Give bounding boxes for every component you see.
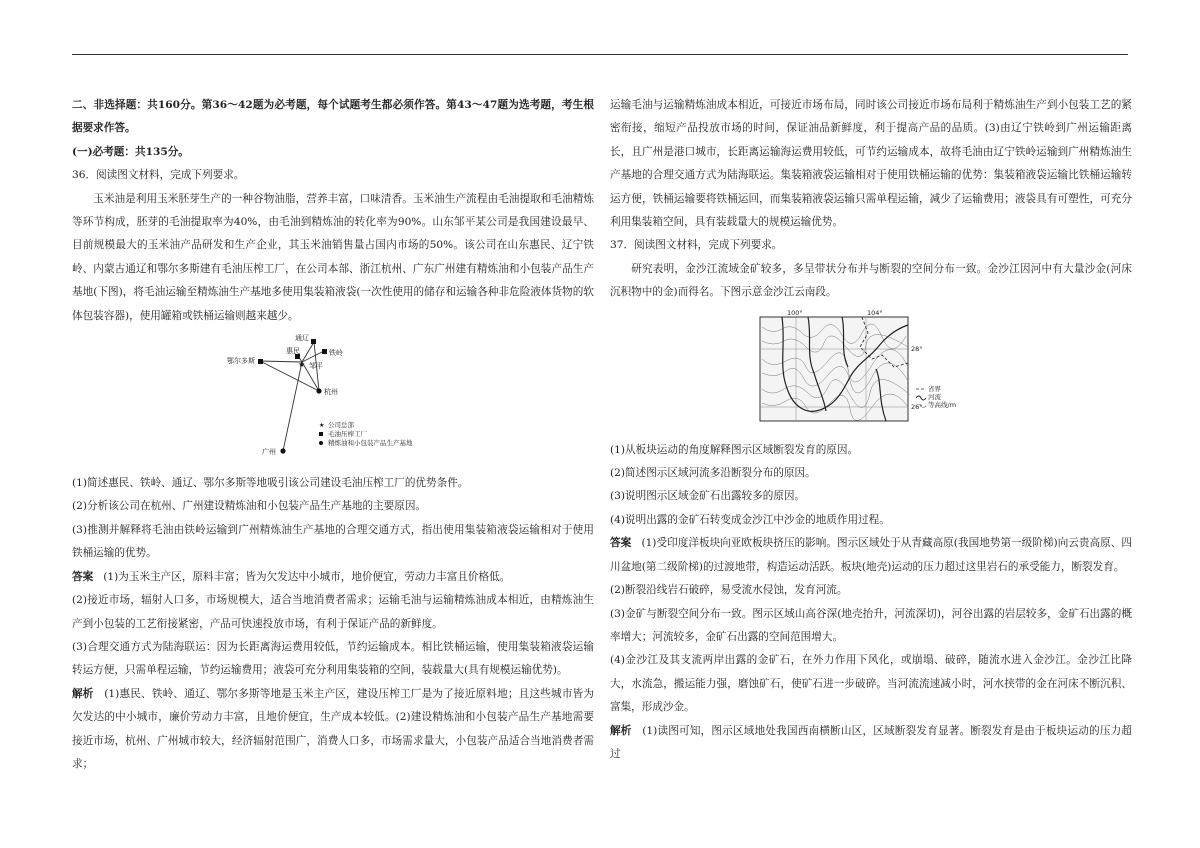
guangzhou-marker [280, 448, 285, 453]
q36-map-figure [72, 331, 594, 469]
label-guangzhou: 广州 [262, 448, 276, 457]
right-column [610, 94, 1132, 766]
zouping-star: ★ [298, 360, 306, 370]
q37-answer-2: (2)断裂沿线岩石破碎，易受流水侵蚀，发育河流。 [610, 584, 848, 597]
tieling-marker [322, 349, 327, 354]
label-28n: 28° [911, 344, 923, 353]
legend-press: 毛油压榨工厂 [328, 430, 367, 439]
label-tongliao: 通辽 [295, 334, 309, 343]
q36-answer-3: (3)合理交通方式为陆海联运：因为长距离海运费用较低，节约运输成本。相比铁桶运输，使用集装箱液袋运输转运方便，只需单程运输，节约运输费用；液袋可充分利用集装箱的空间，装载量大(具有规模运输优势)。 [72, 640, 594, 677]
label-104e: 104° [867, 308, 883, 317]
q36-answer-2: (2)接近市场，辐射人口多，市场规模大，适合当地消费者需求；运输毛油与运输精炼油成本相近，由精炼油生产到小包装的工艺衔接紧密，产品可快速投放市场，有利于保证产品的新鲜度。 [72, 594, 594, 630]
q37-answer-1: 答案 (1)受印度洋板块向亚欧板块挤压的影响。图示区域处于从青藏高原(我国地势第一级阶梯)向云贵高原、四川盆地(第二级阶梯)的过渡地带，构造运动活跃。板块(地壳)运动的压力超过这里岩石的承受能力，断裂发育。 [610, 537, 1133, 573]
legend-hq: 公司总部 [328, 421, 354, 430]
q37-analysis: 解析 (1)读图可知，图示区域地处我国西南横断山区，区域断裂发育显著。断裂发育是由于板块运动的压力超过 [610, 724, 1132, 760]
subsection-title: (一)必考题：共135分。 [72, 145, 189, 158]
legend-star-icon: ★ [319, 422, 325, 430]
label-hangzhou: 杭州 [324, 388, 338, 397]
left-column [72, 94, 594, 776]
analysis-label: 解析 [72, 687, 94, 700]
legend-circle-icon [319, 441, 323, 445]
answer-label-2: 答案 [610, 537, 632, 550]
legend-refine: 精炼油和小包装产品生产基地 [328, 439, 413, 448]
q36-answer-1: 答案 (1)为玉米主产区，原料丰富；皆为欠发达中小城市，地价便宜，劳动力丰富且价格低。 [72, 570, 511, 583]
q36-item-2: (2)分析该公司在杭州、广州建设精炼油和小包装产品生产基地的主要原因。 [72, 500, 427, 513]
legend-river-icon [916, 396, 926, 400]
q37-item-1: (1)从板块运动的角度解释图示区域断裂发育的原因。 [610, 443, 859, 456]
ordos-marker [258, 359, 263, 364]
q36-item-1: (1)简述惠民、铁岭、通辽、鄂尔多斯等地吸引该公司建设毛油压榨工厂的优势条件。 [72, 477, 469, 490]
legend-river: 河流 [928, 392, 941, 401]
company-location-map [72, 331, 594, 469]
jinsha-river-map [610, 307, 1132, 437]
header-rule [72, 54, 1128, 55]
answer-label: 答案 [72, 570, 94, 583]
legend-contour: 等高线/m [928, 400, 957, 409]
label-26n: 26° [911, 402, 923, 411]
q37-answer-3: (3)金矿与断裂空间分布一致。图示区域山高谷深(地壳抬升，河流深切)，河谷出露的岩层较多，金矿石出露的概率增大；河流较多，金矿石出露的空间范围增大。 [610, 607, 1132, 643]
legend-square-icon [319, 432, 323, 436]
q37-passage: 研究表明，金沙江流域金矿较多，多呈带状分布并与断裂的空间分布一致。金沙江因河中有大量沙金(河床沉积物中的金)而得名。下图示意金沙江云南段。 [610, 262, 1132, 299]
q36-item-3: (3)推测并解释将毛油由铁岭运输到广州精炼油生产基地的合理交通方式，指出使用集装箱液袋运输相对于使用铁桶运输的优势。 [72, 523, 594, 560]
label-zouping: 邹平 [309, 362, 323, 371]
q37-answer-4: (4)金沙江及其支流两岸出露的金矿石，在外力作用下风化，或崩塌、破碎，随流水进入金沙江。金沙江比降大，水流急，搬运能力强，磨蚀矿石，使矿石进一步破碎。当河流流速减小时，河水挟带的金在河床不断沉积、富集，形成沙金。 [610, 654, 1132, 714]
label-tieling: 铁岭 [329, 349, 343, 358]
q37-item-3: (3)说明图示区域金矿石出露较多的原因。 [610, 490, 806, 503]
section-title: 二、非选择题：共160分。第36～42题为必考题，每个试题考生都必须作答。第43～47题为选考题，考生根据要求作答。 [72, 99, 594, 135]
legend-boundary: 省界 [928, 384, 941, 393]
label-huimin: 惠民 [286, 347, 300, 356]
hangzhou-marker [316, 388, 321, 393]
q37-intro: 37．阅读图文材料，完成下列要求。 [610, 239, 783, 252]
q37-map-figure [610, 307, 1132, 437]
q37-item-2: (2)简述图示区域河流多沿断裂分布的原因。 [610, 467, 816, 480]
q36-passage: 玉米油是利用玉米胚芽生产的一种谷物油脂，营养丰富，口味清香。玉米油生产流程由毛油提取和毛油精炼等环节构成，胚芽的毛油提取率为40%，由毛油到精炼油的转化率为90%。山东邹平某公司是我国建设最早、目前规模最大的玉米油产品研发和生产企业，其玉米油销售量占国内市场的50%。该公司在山东惠民、辽宁铁岭、内蒙古通辽和鄂尔多斯建有毛油压榨工厂，在公司本部、浙江杭州、广东广州建有精炼油和小包装产品生产基地(下图)，将毛油运输至精炼油生产基地多使用集装箱液袋(一次性使用的储存和运输各种非危险液体货物的软体包装容器)，使用罐箱或铁桶运输则越来越少。 [72, 192, 594, 322]
label-100e: 100° [787, 308, 803, 317]
tongliao-marker [311, 339, 316, 344]
q36-analysis: 解析 (1)惠民、铁岭、通辽、鄂尔多斯等地是玉米主产区，建设压榨工厂是为了接近原料地；且这些城市皆为欠发达的中小城市，廉价劳动力丰富，且地价便宜，生产成本较低。(2)建设精炼油和小包装产品生产基地需要接近市场，杭州、广州城市较大，经济辐射范围广，消费人口多，市场需求量大，小包装产品适合当地消费者需求； [72, 687, 594, 770]
q36-intro: 36．阅读图文材料，完成下列要求。 [72, 169, 245, 182]
q36-analysis-continued: 运输毛油与运输精炼油成本相近，可接近市场布局，同时该公司接近市场布局利于精炼油生产到小包装工艺的紧密衔接，缩短产品投放市场的时间，保证油品新鲜度，利于提高产品的品质。(3)由辽宁铁岭到广州运输距离长，且广州是港口城市，长距离运输海运费用较低，可节约运输成本，故将毛油由辽宁铁岭运输到广州精炼油生产基地的合理交通方式为陆海联运。集装箱液袋运输相对于使用铁桶运输的优势：集装箱液袋运输比铁桶运输转运方便，铁桶运输要将铁桶运回，而集装箱液袋运输只需单程运输，减少了运输费用；液袋具有可塑性，可充分利用集装箱空间，具有装载量大的规模运输优势。 [610, 99, 1132, 229]
q37-item-4: (4)说明出露的金矿石转变成金沙江中沙金的地质作用过程。 [610, 513, 890, 526]
label-ordos: 鄂尔多斯 [227, 357, 255, 366]
analysis-label-2: 解析 [610, 724, 632, 737]
